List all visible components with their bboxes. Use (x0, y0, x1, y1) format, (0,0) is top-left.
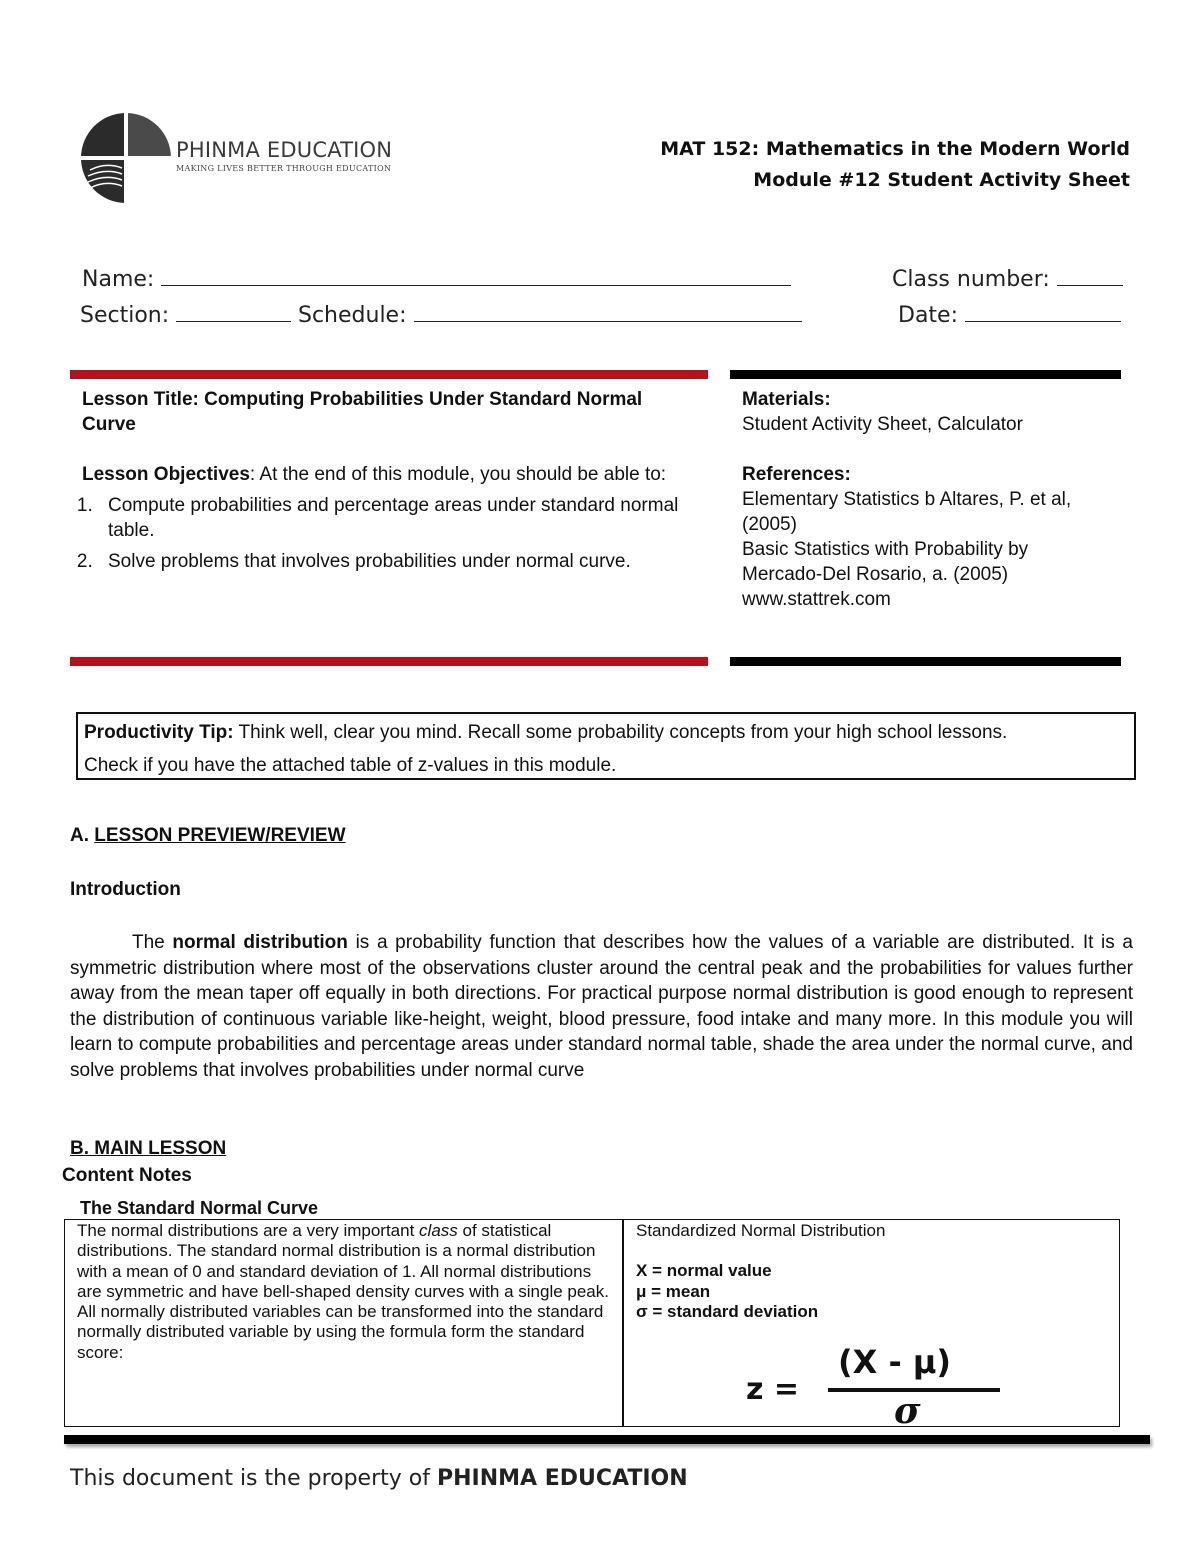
para-bold-term: normal distribution (172, 932, 348, 953)
lesson-title: Lesson Title: Computing Probabilities Under Standard Normal Curve (82, 389, 643, 435)
para-rest: is a probability function that describes how the values of a variable are distributed. It is a symmetric distribution where most of the observations cluster around the central peak and the probabilities for values further away from the mean taper off equally in both directions. For practical purpose normal distribution is good enough to represent the distribution of continuous variable like-height, weight, blood pressure, food intake and many more. In this module you will learn to compute probabilities and percentage areas under standard normal table, shade the area under the normal curve, and solve problems that involves probabilities under normal curve (70, 932, 1133, 1081)
logo-name: PHINMA EDUCATION (176, 138, 393, 162)
materials-label: Materials: (742, 389, 831, 410)
reference-item: Elementary Statistics b Altares, P. et al, (2005) (742, 489, 1072, 535)
red-top-bar (70, 370, 708, 379)
footer (70, 1466, 688, 1491)
objectives-label: Lesson Objectives (82, 464, 250, 485)
red-bottom-bar (70, 657, 708, 666)
tip-line-2: Check if you have the attached table of z-values in this module. (84, 755, 617, 776)
schedule-label: Schedule: (298, 303, 407, 328)
section-a-prefix: A. (70, 825, 95, 846)
lesson-right-cell (742, 387, 1112, 612)
section-blank[interactable] (176, 299, 291, 322)
name-field[interactable] (82, 263, 791, 292)
para-start: The (132, 932, 173, 953)
class-number-blank[interactable] (1057, 263, 1123, 286)
black-bottom-bar (730, 657, 1121, 666)
schedule-field[interactable] (298, 299, 802, 328)
reference-item: www.stattrek.com (742, 589, 891, 610)
bottom-divider-bar (64, 1435, 1150, 1444)
objective-item: 1. Compute probabilities and percentage areas under standard normal table. (98, 493, 702, 543)
name-label: Name: (82, 267, 155, 292)
left-text-italic: class (419, 1221, 458, 1240)
section-label: Section: (80, 303, 170, 328)
class-number-label: Class number: (892, 267, 1050, 292)
section-a-heading (70, 825, 346, 847)
date-blank[interactable] (965, 299, 1121, 322)
schedule-blank[interactable] (414, 299, 802, 322)
tip-text-1: Think well, clear you mind. Recall some probability concepts from your high school lessons. (233, 722, 1008, 743)
content-notes-heading: Content Notes (62, 1165, 192, 1186)
formula-denominator: σ (894, 1390, 921, 1432)
tip-line-1 (84, 716, 1128, 749)
footer-bold: PHINMA EDUCATION (436, 1466, 688, 1491)
table-right-cell (636, 1221, 1106, 1322)
logo-text (176, 138, 392, 173)
left-text-2: of statistical distributions. The standard normal distribution is a normal distribution with a mean of 0 and standard deviation of 1. All normal distributions are symmetric and have bell-shaped density curves with a single peak. All normally distributed variables can be transformed into the standard normally distributed variable by using the formula form the standard score: (77, 1221, 609, 1362)
table-title: The Standard Normal Curve (80, 1198, 319, 1218)
right-title: Standardized Normal Distribution (636, 1221, 886, 1240)
objectives-list (0, 493, 702, 574)
lesson-objectives (82, 462, 702, 487)
objectives-intro: : At the end of this module, you should be able to: (249, 464, 667, 485)
date-field[interactable] (898, 299, 1121, 328)
introduction-paragraph (70, 930, 1133, 1083)
references-label: References: (742, 464, 851, 485)
def-x: X = normal value (636, 1261, 772, 1281)
reference-item: Basic Statistics with Probability by Mercado-Del Rosario, a. (2005) (742, 539, 1029, 585)
def-sigma: σ = standard deviation (636, 1301, 819, 1321)
module-title: Module #12 Student Activity Sheet (753, 169, 1130, 191)
table-left-cell (77, 1221, 617, 1363)
class-number-field[interactable] (892, 263, 1123, 292)
materials-value: Student Activity Sheet, Calculator (742, 414, 1023, 435)
productivity-tip-box (76, 712, 1136, 780)
name-blank[interactable] (161, 263, 791, 286)
formula-z: z = (746, 1372, 800, 1407)
black-top-bar (730, 370, 1121, 379)
section-b-heading: B. MAIN LESSON (70, 1138, 227, 1159)
formula-numerator: (X - μ) (838, 1343, 952, 1381)
date-label: Date: (898, 303, 958, 328)
lesson-left-cell (82, 387, 702, 580)
def-mu: μ = mean (636, 1281, 711, 1301)
course-title: MAT 152: Mathematics in the Modern World (660, 138, 1130, 160)
tip-label: Productivity Tip: (84, 722, 234, 743)
phinma-logo-emblem-icon (76, 110, 176, 205)
table-divider (622, 1219, 624, 1427)
footer-text: This document is the property of (70, 1466, 437, 1491)
left-text-1: The normal distributions are a very important (77, 1221, 420, 1240)
section-a-title: LESSON PREVIEW/REVIEW (94, 825, 346, 846)
objective-item: 2. Solve problems that involves probabilities under normal curve. (98, 549, 702, 574)
section-field[interactable] (80, 299, 291, 328)
logo-tagline: MAKING LIVES BETTER THROUGH EDUCATION (176, 164, 392, 173)
introduction-heading: Introduction (70, 879, 181, 900)
